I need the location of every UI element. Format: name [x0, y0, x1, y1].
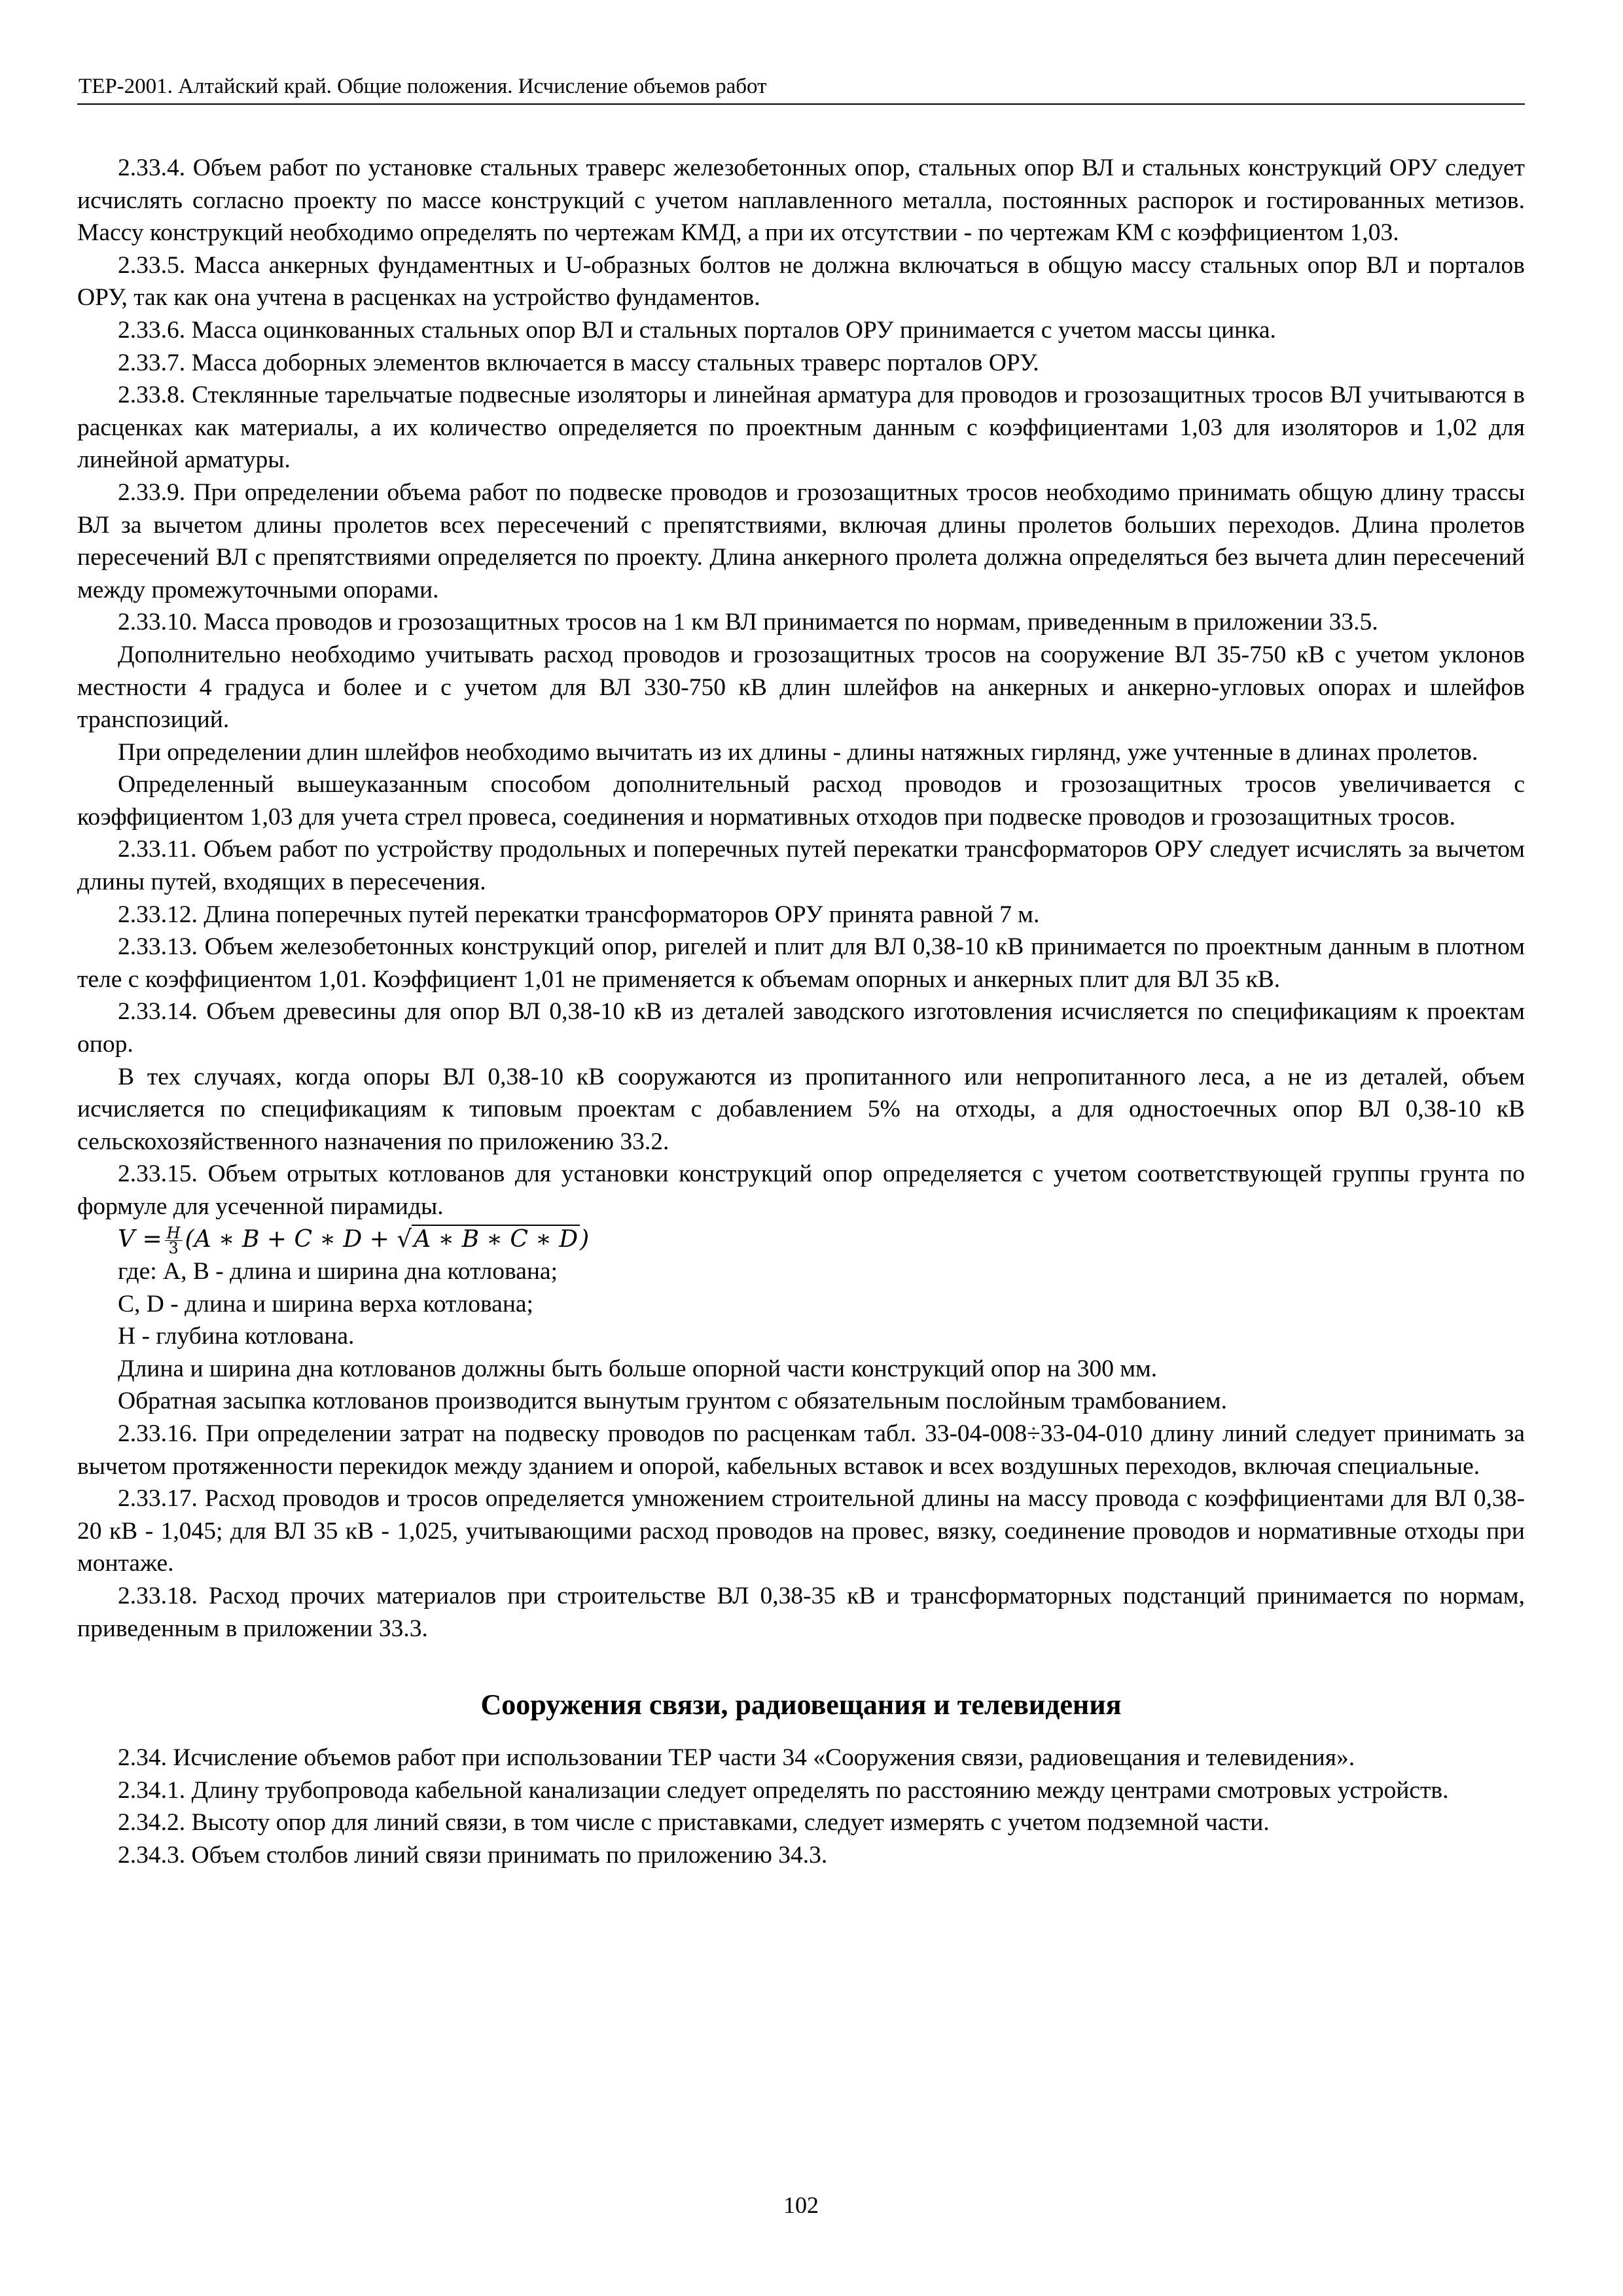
paragraph-2-34-2: 2.34.2. Высоту опор для линий связи, в том числе с приставками, следует измерять с учетом подземной части. — [118, 1809, 1270, 1837]
paragraph-pit-size: Длина и ширина дна котлованов должны быть больше опорной части конструкций опор на 300 мм. — [118, 1355, 1158, 1382]
paragraph-2-34: 2.34. Исчисление объемов работ при использовании ТЕР части 34 «Сооружения связи, радиовещания и телевидения». — [118, 1744, 1355, 1772]
running-header: ТЕР-2001. Алтайский край. Общие положения. Исчисление объемов работ — [77, 71, 1525, 105]
paragraph-2-33-15: 2.33.15. Объем отрытых котлованов для установки конструкций опор определяется с учетом соответствующей группы грунта по формуле для усеченной пирамиды. — [77, 1160, 1525, 1220]
paragraph-2-33-9: 2.33.9. При определении объема работ по подвеске проводов и грозозащитных тросов необходимо принимать общую длину трассы ВЛ за вычетом длины пролетов всех пересечений с препятствиями, включая длины пролетов больших переходов. Длина пролетов пересечений ВЛ с препятствиями определяется по проекту. Длина анкерного пролета должна определяться без вычета длин пересечений между промежуточными опорами. — [77, 478, 1525, 603]
formula-note-depth: Н - глубина котлована. — [118, 1323, 355, 1350]
paragraph-2-33-18: 2.33.18. Расход прочих материалов при строительстве ВЛ 0,38-35 кВ и трансформаторных подстанций принимается по нормам, приведенным в приложении 33.3. — [77, 1583, 1525, 1642]
paragraph-2-33-17: 2.33.17. Расход проводов и тросов определяется умножением строительной длины на массу провода с коэффициентами для ВЛ 0,38-20 кВ - 1,045; для ВЛ 35 кВ - 1,025, учитывающими расход проводов на провес, вязку, соединение проводов и нормативные отходы при монтаже. — [77, 1485, 1525, 1577]
paragraph-loop-lengths: При определении длин шлейфов необходимо вычитать из их длины - длины натяжных гирлянд, уже учтенные в длинах пролетов. — [118, 738, 1478, 766]
formula-numerator: H — [165, 1226, 183, 1241]
paragraph-2-33-7: 2.33.7. Масса доборных элементов включается в массу стальных траверс порталов ОРУ. — [118, 349, 1039, 376]
section-title: Сооружения связи, радиовещания и телевидения — [480, 1689, 1122, 1721]
formula-close: ) — [580, 1225, 590, 1253]
paragraph-additional-wires: Дополнительно необходимо учитывать расход проводов и грозозащитных тросов на сооружение ВЛ 35-750 кВ с учетом уклонов местности 4 градуса и более и с учетом для ВЛ 330-750 кВ длин шлейфов на анкерных и анкерно-угловых опорах и шлейфов транспозиций. — [77, 641, 1525, 734]
document-page — [77, 71, 1525, 2257]
document-body — [77, 152, 1525, 1872]
paragraph-2-33-8: 2.33.8. Стеклянные тарельчатые подвесные изоляторы и линейная арматура для проводов и грозозащитных тросов ВЛ учитываются в расценках как материалы, а их количество определяется по проектным данным с коэффициентами 1,03 для изоляторов и 1,02 для линейной арматуры. — [77, 382, 1525, 474]
formula-lhs: V = — [118, 1225, 162, 1253]
paragraph-2-33-10: 2.33.10. Масса проводов и грозозащитных тросов на 1 км ВЛ принимается по нормам, приведенным в приложении 33.5. — [118, 609, 1378, 636]
paragraph-2-33-11: 2.33.11. Объем работ по устройству продольных и поперечных путей перекатки трансформаторов ОРУ следует исчислять за вычетом длины путей, входящих в пересечения. — [77, 836, 1525, 896]
paragraph-timber-supports: В тех случаях, когда опоры ВЛ 0,38-10 кВ сооружаются из пропитанного или непропитанного леса, а не из деталей, объем исчисляется по спецификациям к типовым проектам с добавлением 5% на отходы, а для одностоечных опор ВЛ 0,38-10 кВ сельскохозяйственного назначения по приложению 33.2. — [77, 1063, 1525, 1155]
formula-note-top: С, D - длина и ширина верха котлована; — [118, 1290, 533, 1318]
paragraph-2-33-13: 2.33.13. Объем железобетонных конструкций опор, ригелей и плит для ВЛ 0,38-10 кВ принимается по проектным данным в плотном теле с коэффициентом 1,01. Коэффициент 1,01 не применяется к объемам опорных и анкерных плит для ВЛ 35 кВ. — [77, 933, 1525, 993]
paragraph-2-33-6: 2.33.6. Масса оцинкованных стальных опор ВЛ и стальных порталов ОРУ принимается с учетом массы цинка. — [118, 316, 1276, 344]
paragraph-2-33-12: 2.33.12. Длина поперечных путей перекатки трансформаторов ОРУ принята равной 7 м. — [118, 901, 1040, 928]
paragraph-2-34-3: 2.34.3. Объем столбов линий связи принимать по приложению 34.3. — [118, 1842, 828, 1869]
pit-volume-formula — [77, 1223, 1525, 1256]
paragraph-2-33-4: 2.33.4. Объем работ по установке стальных траверс железобетонных опор, стальных опор ВЛ и стальных конструкций ОРУ следует исчислять согласно проекту по массе конструкций с учетом наплавленного металла, постоянных распорок и гостированных метизов. Массу конструкций необходимо определять по чертежам КМД, а при их отсутствии - по чертежам КМ с коэффициентом 1,03. — [77, 154, 1525, 247]
page-number: 102 — [783, 2192, 819, 2218]
formula-note-bottom: где: А, В - длина и ширина дна котлована; — [118, 1258, 558, 1285]
formula-terms: (A ∗ B + C ∗ D + — [185, 1225, 397, 1253]
paragraph-2-33-16: 2.33.16. При определении затрат на подвеску проводов по расценкам табл. 33-04-008÷33-04-010 длину линий следует принимать за вычетом протяженности перекидок между зданием и опорой, кабельных вставок и всех воздушных переходов, включая специальные. — [77, 1420, 1525, 1480]
formula-fraction — [165, 1224, 183, 1258]
formula-sqrt-body: A ∗ B ∗ C ∗ D — [412, 1225, 580, 1253]
paragraph-coefficient-1-03: Определенный вышеуказанным способом дополнительный расход проводов и грозозащитных тросов увеличивается с коэффициентом 1,03 для учета стрел провеса, соединения и нормативных отходов при подвеске проводов и грозозащитных тросов. — [77, 771, 1525, 831]
formula-denominator: 3 — [168, 1239, 179, 1258]
paragraph-2-33-14: 2.33.14. Объем древесины для опор ВЛ 0,38-10 кВ из деталей заводского изготовления исчисляется по спецификациям к проектам опор. — [77, 998, 1525, 1058]
formula-sqrt-sign: √ — [397, 1225, 412, 1253]
paragraph-2-33-5: 2.33.5. Масса анкерных фундаментных и U-образных болтов не должна включаться в общую массу стальных опор ВЛ и порталов ОРУ, так как она учтена в расценках на устройство фундаментов. — [77, 251, 1525, 312]
paragraph-backfill: Обратная засыпка котлованов производится вынутым грунтом с обязательным послойным трамбованием. — [118, 1388, 1228, 1415]
paragraph-2-34-1: 2.34.1. Длину трубопровода кабельной канализации следует определять по расстоянию между центрами смотровых устройств. — [118, 1776, 1449, 1804]
